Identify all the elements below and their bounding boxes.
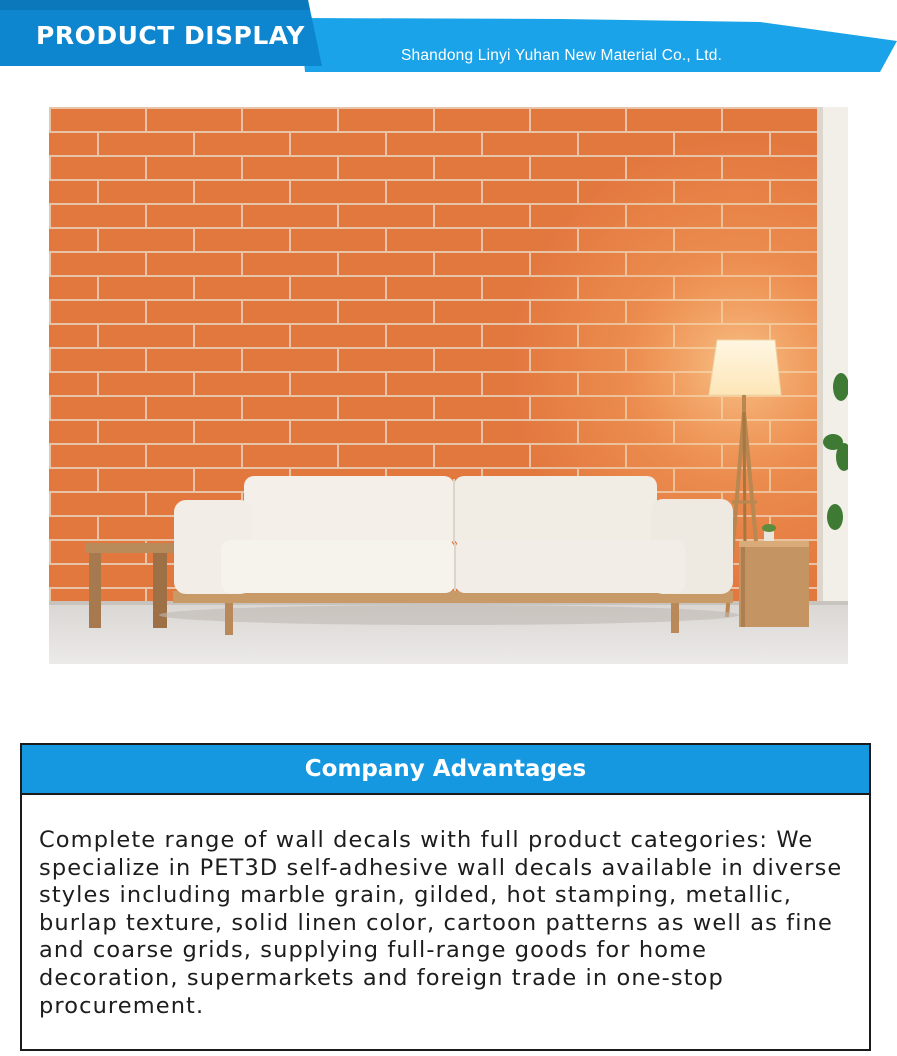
- living-room-photo: [49, 107, 848, 664]
- advantages-text: Complete range of wall decals with full product categories: We specialize in PET3D self-adhesive wall decals available in diverse styles including marble grain, gilded, hot stamping, metallic, burlap texture, solid linen color, cartoon patterns as well as fine and coarse grids, supplying full-range goods for home decoration, supermarkets and foreign trade in one-stop procurement.: [39, 827, 843, 1019]
- advantages-panel: [20, 743, 871, 1051]
- advantages-title: Company Advantages: [304, 756, 587, 782]
- header-banner: [0, 0, 897, 78]
- page-title: PRODUCT DISPLAY: [36, 21, 305, 50]
- advantages-header: [22, 745, 869, 795]
- company-name: Shandong Linyi Yuhan New Material Co., Ltd.: [401, 47, 723, 64]
- product-photo: [49, 107, 848, 664]
